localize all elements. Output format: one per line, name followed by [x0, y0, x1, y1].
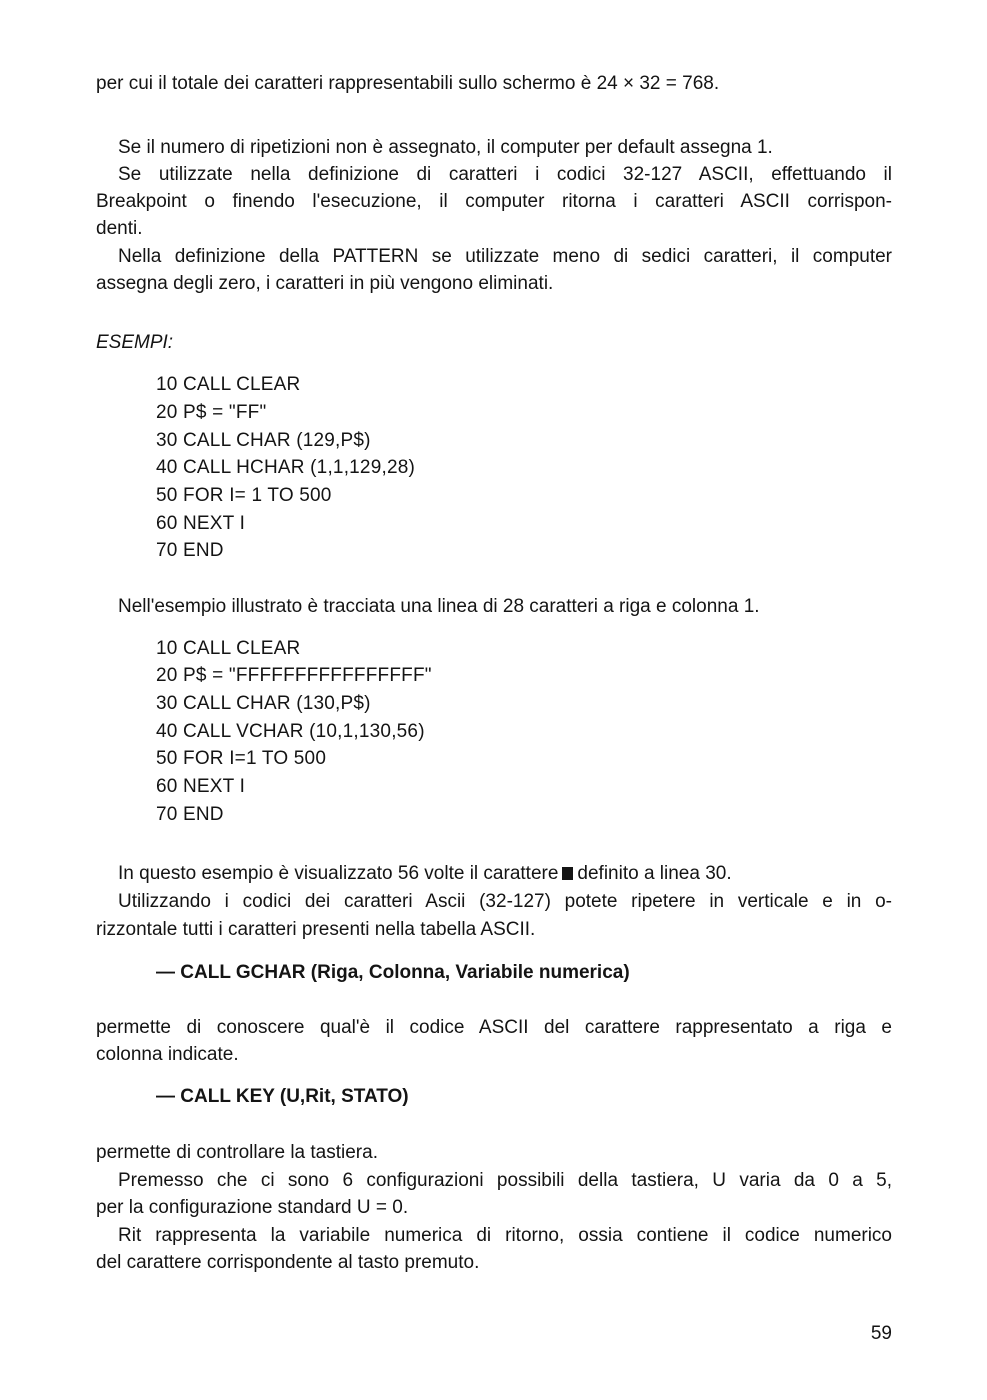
code-line: 60 NEXT I — [156, 776, 246, 797]
code-line: 70 END — [156, 540, 224, 561]
visualization-line — [118, 862, 732, 886]
key-return-line-2: del carattere corrispondente al tasto premuto. — [96, 1252, 480, 1273]
paragraph-ascii-line-2: Breakpoint o finendo l'esecuzione, il computer ritorna i caratteri ASCII corrispon- — [96, 191, 892, 212]
code-line: 50 FOR I=1 TO 500 — [156, 748, 327, 769]
code-line: 60 NEXT I — [156, 513, 246, 534]
visualization-text-after: definito a linea 30. — [577, 863, 732, 884]
ascii-repeat-line-2: rizzontale tutti i caratteri presenti nella tabella ASCII. — [96, 919, 536, 940]
page-number: 59 — [870, 1323, 892, 1344]
code-line: 40 CALL HCHAR (1,1,129,28) — [156, 457, 416, 478]
code-line: 10 CALL CLEAR — [156, 638, 301, 659]
code-line: 10 CALL CLEAR — [156, 374, 301, 395]
paragraph-ascii-line-1: Se utilizzate nella definizione di caratteri i codici 32-127 ASCII, effettuando il — [118, 164, 892, 185]
key-return-line-1: Rit rappresenta la variabile numerica di ritorno, ossia contiene il codice numerico — [118, 1225, 892, 1246]
gchar-description-line-1: permette di conoscere qual'è il codice ASCII del carattere rappresentato a riga e — [96, 1017, 892, 1038]
paragraph-pattern-line-1: Nella definizione della PATTERN se utilizzate meno di sedici caratteri, il computer — [118, 246, 892, 267]
heading-call-key: — CALL KEY (U,Rit, STATO) — [156, 1086, 409, 1107]
key-description-line: permette di controllare la tastiera. — [96, 1142, 378, 1163]
heading-call-gchar: — CALL GCHAR (Riga, Colonna, Variabile numerica) — [156, 962, 630, 983]
code-line: 30 CALL CHAR (130,P$) — [156, 693, 371, 714]
code-line: 50 FOR I= 1 TO 500 — [156, 485, 332, 506]
code-line: 20 P$ = "FF" — [156, 402, 267, 423]
example-explanation: Nell'esempio illustrato è tracciata una linea di 28 caratteri a riga e colonna 1. — [118, 596, 760, 617]
gchar-description-line-2: colonna indicate. — [96, 1044, 239, 1065]
code-line: 40 CALL VCHAR (10,1,130,56) — [156, 721, 425, 742]
paragraph-ascii-line-3: denti. — [96, 218, 143, 239]
code-line: 30 CALL CHAR (129,P$) — [156, 430, 371, 451]
visualization-text-before: In questo esempio è visualizzato 56 volte il carattere — [118, 863, 559, 884]
filled-square-icon — [562, 867, 573, 880]
paragraph-pattern-line-2: assegna degli zero, i caratteri in più vengono eliminati. — [96, 273, 554, 294]
examples-label: ESEMPI: — [96, 332, 174, 353]
paragraph-default-repeat: Se il numero di ripetizioni non è assegnato, il computer per default assegna 1. — [118, 137, 773, 158]
ascii-repeat-line-1: Utilizzando i codici dei caratteri Ascii (32-127) potete ripetere in verticale e in o- — [118, 891, 892, 912]
intro-line: per cui il totale dei caratteri rappresentabili sullo schermo è 24 × 32 = 768. — [96, 73, 720, 94]
code-line: 20 P$ = "FFFFFFFFFFFFFFFF" — [156, 665, 432, 686]
code-line: 70 END — [156, 804, 224, 825]
key-config-line-1: Premesso che ci sono 6 configurazioni possibili della tastiera, U varia da 0 a 5, — [118, 1170, 892, 1191]
key-config-line-2: per la configurazione standard U = 0. — [96, 1197, 409, 1218]
